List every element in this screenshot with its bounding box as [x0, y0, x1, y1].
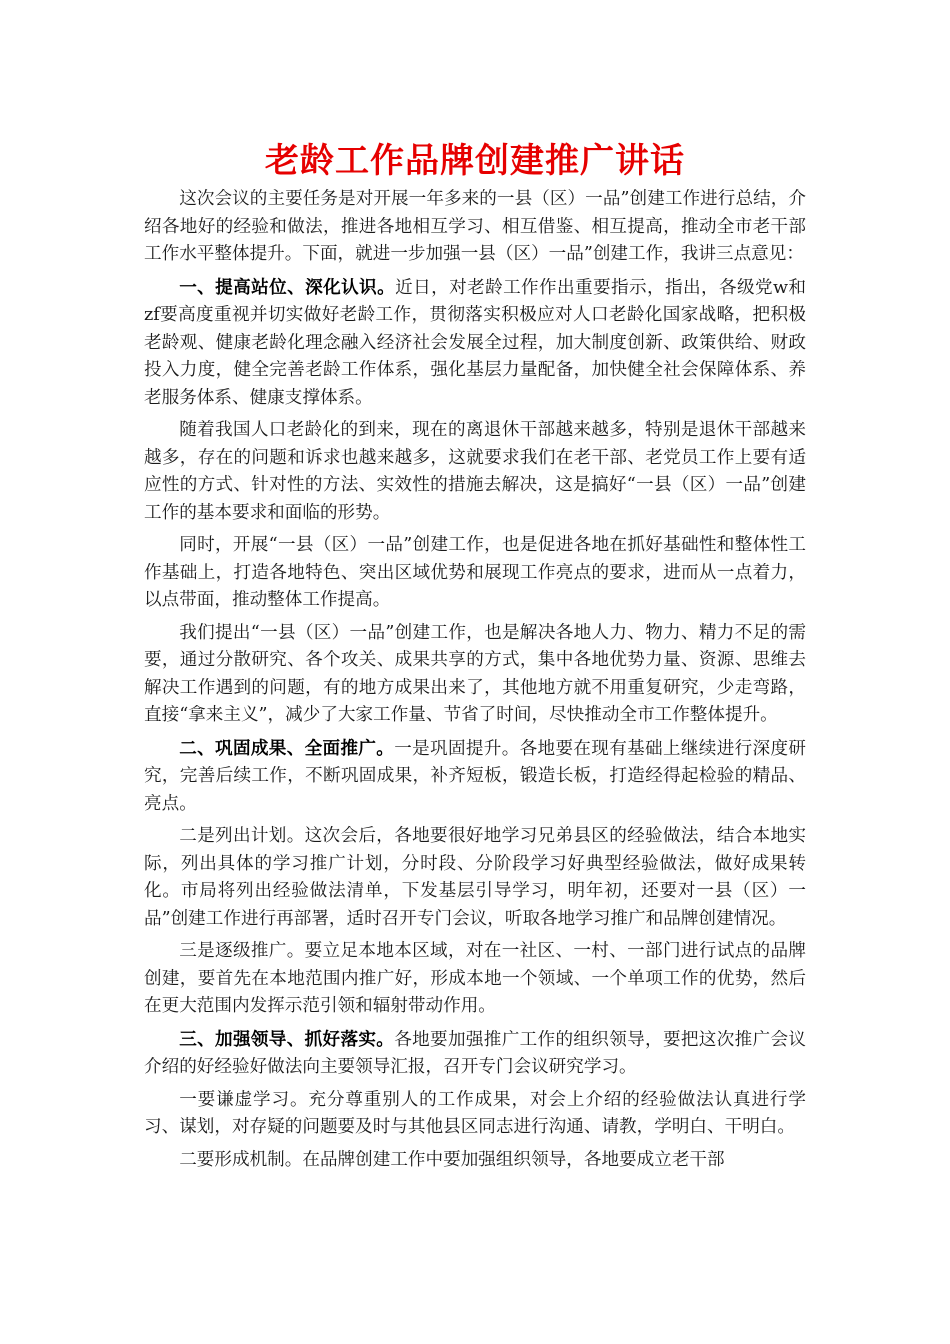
paragraph-4 [144, 532, 806, 615]
paragraph-text: 各地要加强推广工作的组织领导，要把这次推广会议介绍的好经验好做法向主要领导汇报，召开专门会议研究学习。 [144, 1029, 806, 1077]
paragraph-text: 一要谦虚学习。充分尊重别人的工作成果，对会上介绍的经验做法认真进行学习、谋划，对存疑的问题要及时与其他县区同志进行沟通、请教，学明白、干明白。 [144, 1089, 806, 1137]
paragraph-9 [144, 1026, 806, 1082]
paragraph-6 [144, 735, 806, 819]
paragraph-10 [144, 1087, 806, 1142]
paragraph-text: 二要形成机制。在品牌创建工作中要加强组织领导，各地要成立老干部 [179, 1149, 725, 1170]
paragraph-text: 二是列出计划。这次会后，各地要很好地学习兄弟县区的经验做法，结合本地实际，列出具体的学习推广计划，分时段、分阶段学习好典型经验做法，做好成果转化。市局将列出经验做法清单，下发基层引导学习，明年初，还要对一县（区）一品”创建工作进行再部署，适时召开专门会议，听取各地学习推广和品牌创建情况。 [144, 826, 806, 929]
paragraph-5 [144, 620, 806, 730]
section-heading-1: 一、提高站位、深化认识。 [179, 276, 396, 298]
paragraph-text: 一是巩固提升。各地要在现有基础上继续进行深度研究，完善后续工作，不断巩固成果，补齐短板，锻造长板，打造经得起检验的精品、亮点。 [144, 738, 806, 814]
section-heading-2: 二、巩固成果、全面推广。 [179, 737, 395, 759]
paragraph-7 [144, 823, 806, 933]
document-body [144, 186, 806, 1179]
paragraph-text: 三是逐级推广。要立足本地本区域，对在一社区、一村、一部门进行试点的品牌创建，要首先在本地范围内推广好，形成本地一个领域、一个单项工作的优势，然后在更大范围内发挥示范引领和辐射带动作用。 [144, 941, 806, 1016]
paragraph-3 [144, 417, 806, 527]
paragraph-text: 随着我国人口老龄化的到来，现在的离退休干部越来越多，特别是退休干部越来越多，存在的问题和诉求也越来越多，这就要求我们在老干部、老党员工作上要有适应性的方式、针对性的方法、实效性的措施去解决，这是搞好“一县（区）一品”创建工作的基本要求和面临的形势。 [144, 420, 806, 523]
paragraph-text: 这次会议的主要任务是对开展一年多来的一县（区）一品”创建工作进行总结，介绍各地好的经验和做法，推进各地相互学习、相互借鉴、相互提高，推动全市老干部工作水平整体提升。下面，就进一步加强一县（区）一品”创建工作，我讲三点意见： [144, 189, 806, 264]
paragraph-11 [144, 1147, 806, 1175]
paragraph-text: 同时，开展“一县（区）一品”创建工作，也是促进各地在抓好基础性和整体性工作基础上，打造各地特色、突出区域优势和展现工作亮点的要求，进而从一点着力，以点带面，推动整体工作提高。 [144, 535, 806, 610]
paragraph-2 [144, 274, 806, 413]
paragraph-8 [144, 938, 806, 1021]
section-heading-3: 三、加强领导、抓好落实。 [179, 1028, 395, 1050]
document-title: 老龄工作品牌创建推广讲话 [265, 141, 685, 181]
paragraph-text: 近日，对老龄工作作出重要指示，指出，各级党w和zf要高度重视并切实做好老龄工作，贯彻落实积极应对人口老龄化国家战略，把积极老龄观、健康老龄化理念融入经济社会发展全过程，加大制度创新、政策供给、财政投入力度，健全完善老龄工作体系，强化基层力量配备，加快健全社会保障体系、养老服务体系、健康支撑体系。 [144, 277, 806, 408]
paragraph-1 [144, 186, 806, 269]
paragraph-text: 我们提出“一县（区）一品”创建工作，也是解决各地人力、物力、精力不足的需要，通过分散研究、各个攻关、成果共享的方式，集中各地优势力量、资源、思维去解决工作遇到的问题，有的地方成果出来了，其他地方就不用重复研究，少走弯路，直接“拿来主义”，减少了大家工作量、节省了时间，尽快推动全市工作整体提升。 [144, 622, 806, 725]
